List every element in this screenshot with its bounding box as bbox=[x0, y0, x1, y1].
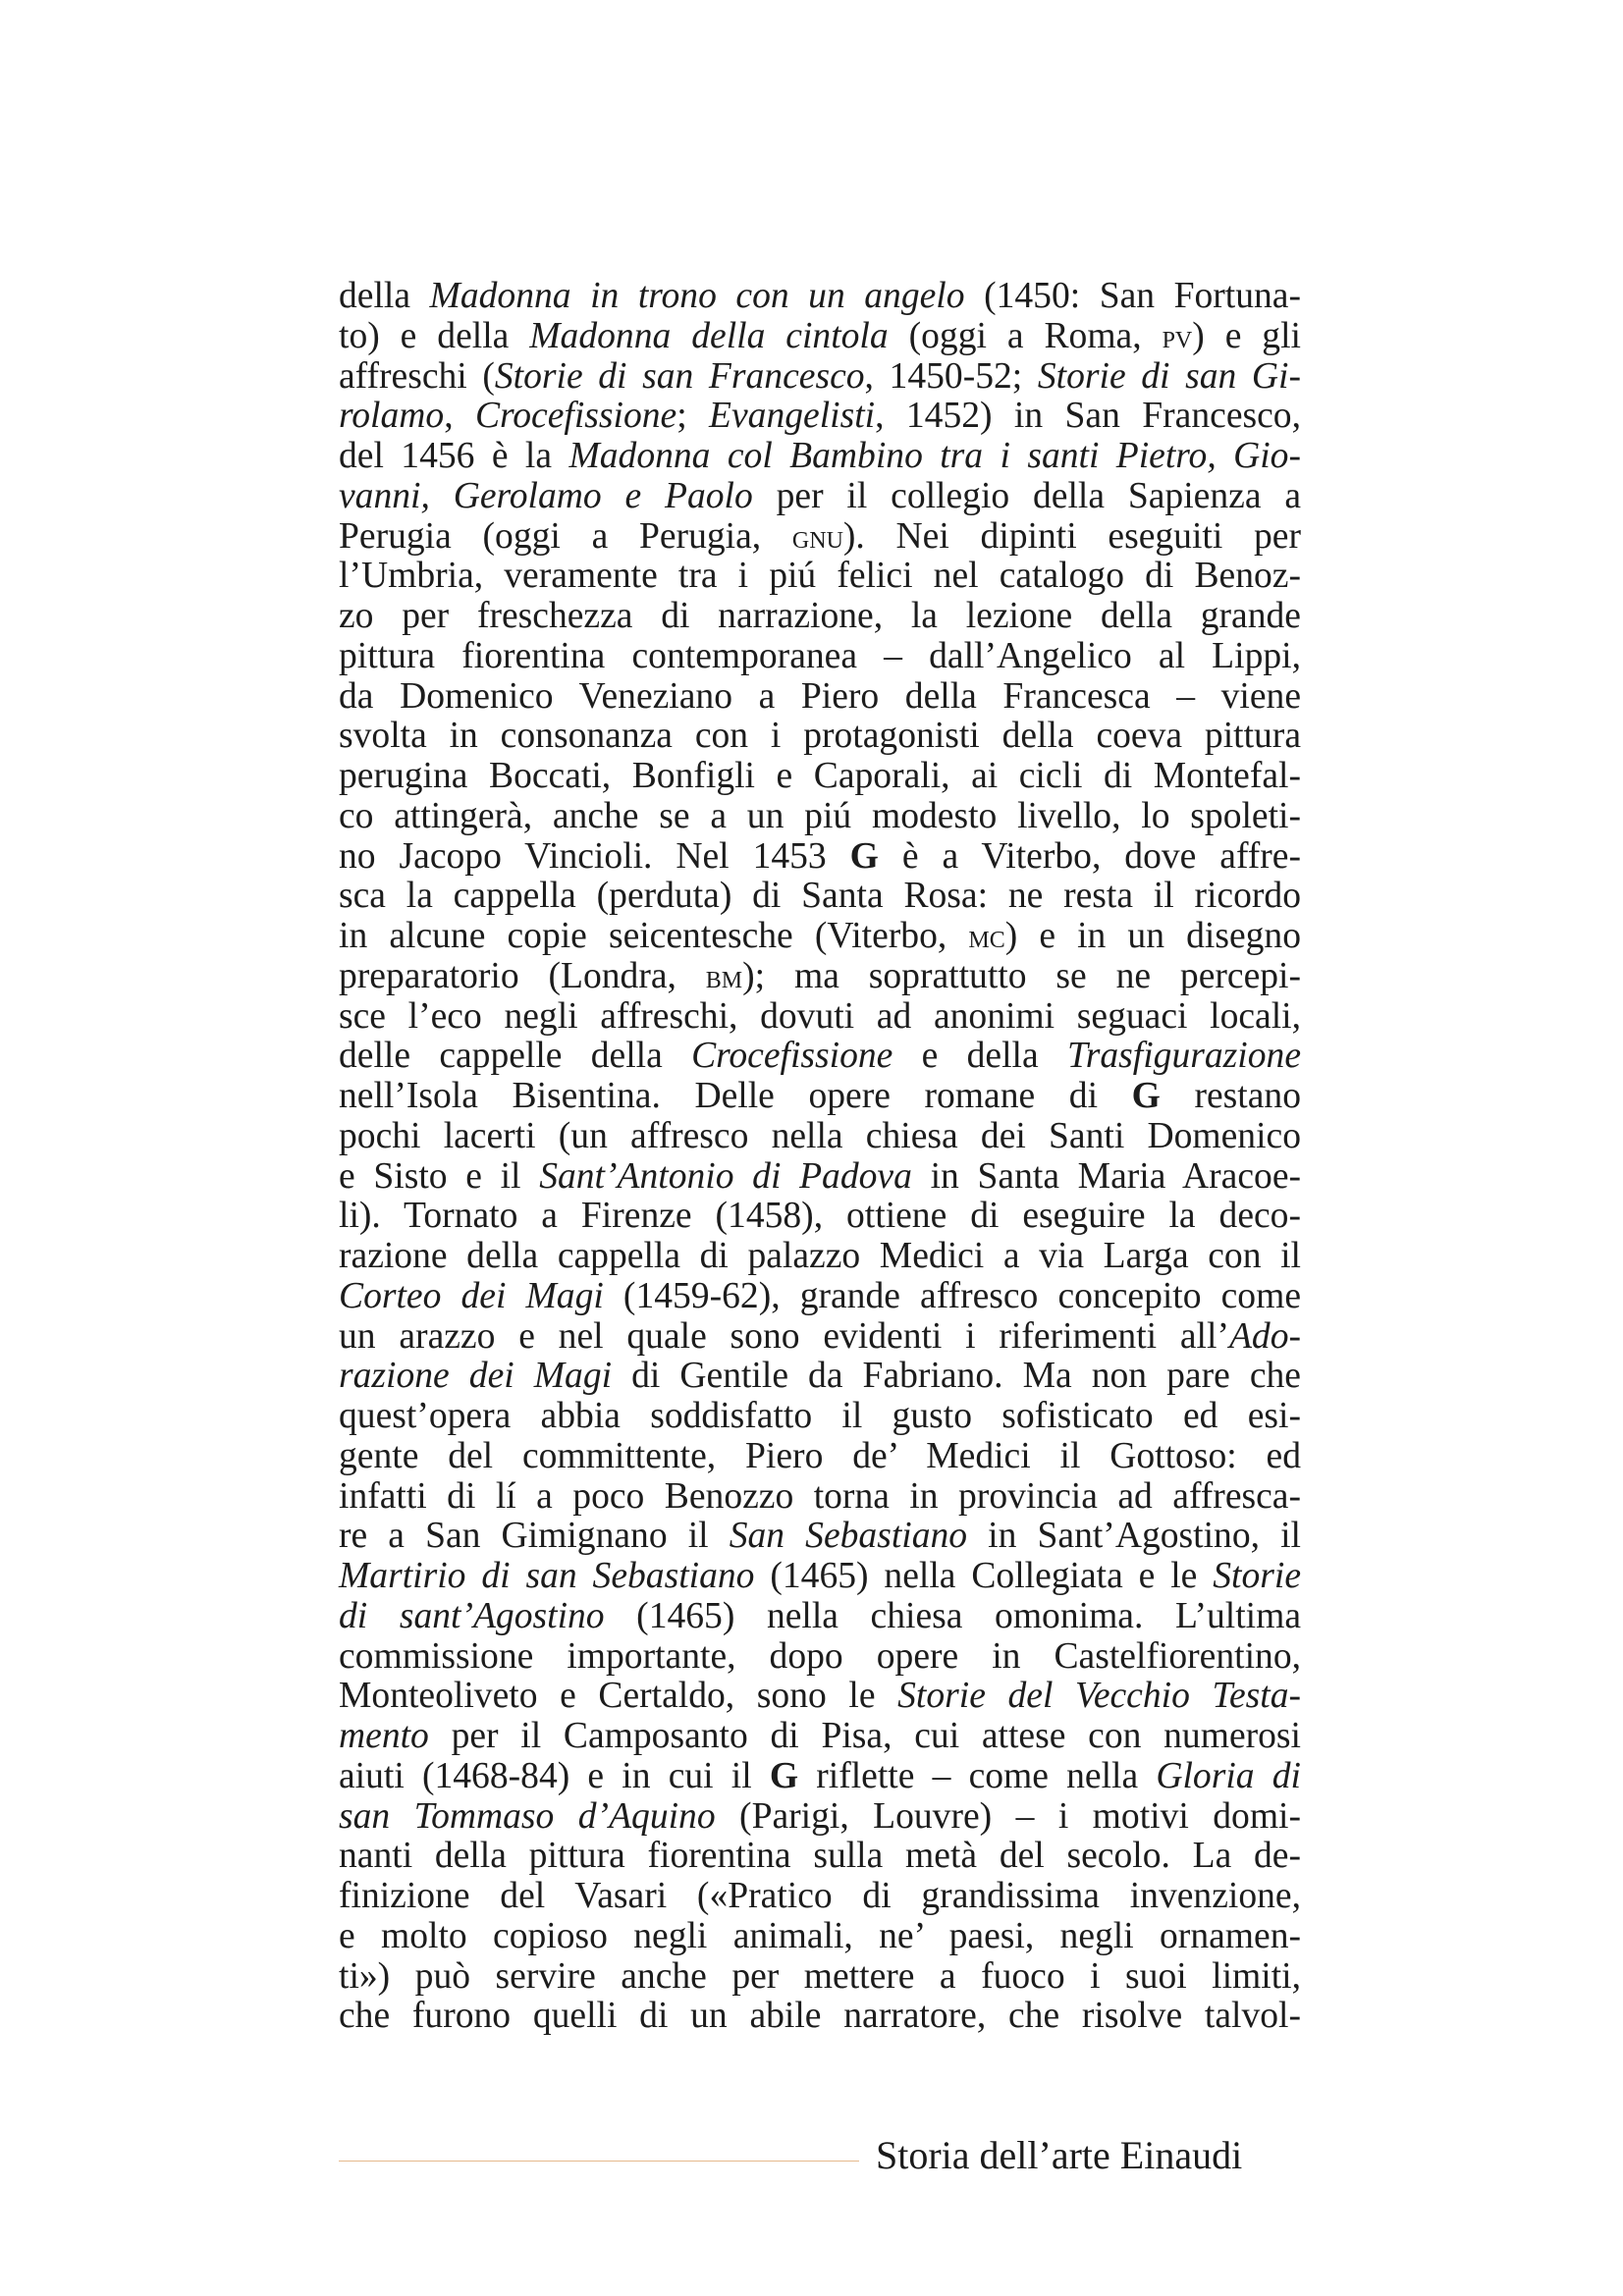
italic-title: vanni, Gerolamo e Paolo bbox=[339, 475, 753, 516]
text-line bbox=[339, 1437, 1301, 1477]
text-run: per il Camposanto di Pisa, cui attese con numerosi bbox=[428, 1716, 1301, 1756]
text-run: nanti della pittura fiorentina sulla metà del secolo. La de- bbox=[339, 1836, 1301, 1877]
bold-abbrev: G bbox=[849, 835, 879, 877]
text-run: (1465) nella chiesa omonima. L’ultima bbox=[604, 1595, 1301, 1636]
text-run: in Sant’Agostino, il bbox=[967, 1516, 1301, 1557]
text-run: aiuti (1468-84) e in cui il bbox=[339, 1755, 770, 1796]
text-line bbox=[339, 1757, 1301, 1797]
italic-title: Storie bbox=[1213, 1556, 1302, 1596]
text-line bbox=[339, 1117, 1301, 1157]
text-run: no Jacopo Vincioli. Nel 1453 bbox=[339, 835, 850, 877]
text-line bbox=[339, 1877, 1301, 1917]
text-run: , 1450-52; bbox=[864, 355, 1038, 397]
text-line bbox=[339, 277, 1301, 317]
text-run: gente del committente, Piero de’ Medici il Gottoso: ed bbox=[339, 1435, 1301, 1476]
text-line bbox=[339, 1277, 1301, 1317]
italic-title: Gloria di bbox=[1156, 1755, 1301, 1796]
footer-rule bbox=[339, 2161, 859, 2162]
text-run: (1459-62), grande affresco concepito come bbox=[603, 1275, 1301, 1316]
text-run: li). Tornato a Firenze (1458), ottiene di eseguire la deco- bbox=[339, 1196, 1301, 1237]
text-run: ; bbox=[676, 396, 710, 437]
text-line bbox=[339, 1637, 1301, 1678]
text-run: zo per freschezza di narrazione, la lezione della grande bbox=[339, 596, 1301, 636]
text-run: (1465) nella Collegiata e le bbox=[754, 1556, 1214, 1596]
text-run: ti») può servire anche per mettere a fuoco i suoi limiti, bbox=[339, 1955, 1301, 1997]
text-run: (Parigi, Louvre) – i motivi domi- bbox=[715, 1795, 1301, 1837]
text-run: re a San Gimignano il bbox=[339, 1516, 730, 1557]
text-line bbox=[339, 1997, 1301, 2037]
text-run: ) e in un disegno bbox=[1004, 916, 1301, 956]
text-run: Monteoliveto e Certaldo, sono le bbox=[339, 1676, 898, 1717]
italic-title: Martirio di san Sebastiano bbox=[339, 1556, 755, 1596]
text-line bbox=[339, 1397, 1301, 1437]
bold-abbrev: G bbox=[769, 1755, 799, 1796]
italic-title: mento bbox=[339, 1716, 429, 1756]
text-run: ); ma soprattutto se ne percepi- bbox=[742, 955, 1301, 996]
text-run: co attingerà, anche se a un piú modesto livello, lo spoleti- bbox=[339, 795, 1301, 836]
footer-title: Storia dell’arte Einaudi bbox=[876, 2133, 1243, 2177]
text-run: perugina Boccati, Bonfigli e Caporali, ai cicli di Montefal- bbox=[339, 756, 1301, 796]
italic-title: Corteo dei Magi bbox=[339, 1275, 604, 1316]
body-text bbox=[339, 277, 1301, 2037]
text-run: nell’Isola Bisentina. Delle opere romane di bbox=[339, 1076, 1132, 1116]
italic-title: Storie di san Gi- bbox=[1037, 355, 1302, 397]
text-run: restano bbox=[1160, 1076, 1301, 1116]
text-line bbox=[339, 477, 1301, 517]
text-run: da Domenico Veneziano a Piero della Francesca – viene bbox=[339, 675, 1301, 717]
text-line bbox=[339, 637, 1301, 677]
italic-title: Madonna col Bambino tra i santi Pietro, Gio- bbox=[568, 436, 1301, 476]
text-run: pittura fiorentina contemporanea – dall’Angelico al Lippi, bbox=[339, 635, 1301, 676]
text-run: delle cappelle della bbox=[339, 1036, 692, 1077]
text-line bbox=[339, 1477, 1301, 1518]
italic-title: Storie del Vecchio Testa- bbox=[897, 1676, 1301, 1717]
text-run: è a Viterbo, dove affre- bbox=[878, 835, 1301, 877]
italic-title: Madonna in trono con un angelo bbox=[429, 276, 965, 316]
text-run: preparatorio (Londra, bbox=[339, 955, 706, 996]
text-run: e della bbox=[893, 1036, 1067, 1077]
text-line bbox=[339, 557, 1301, 597]
text-run: sca la cappella (perduta) di Santa Rosa: ne resta il ricordo bbox=[339, 876, 1301, 917]
italic-title: Ado- bbox=[1228, 1315, 1301, 1357]
text-run: , bbox=[444, 396, 475, 437]
text-run: del 1456 è la bbox=[339, 436, 569, 476]
text-line bbox=[339, 1957, 1301, 1998]
text-run: e Sisto e il bbox=[339, 1155, 540, 1197]
text-line bbox=[339, 1677, 1301, 1717]
text-line bbox=[339, 917, 1301, 957]
text-run: infatti di lí a poco Benozzo torna in provincia ad affresca- bbox=[339, 1475, 1301, 1517]
italic-title: san Tommaso d’Aquino bbox=[339, 1795, 716, 1837]
smallcaps-abbrev: mc bbox=[968, 918, 1005, 955]
text-run: (oggi a Roma, bbox=[888, 315, 1163, 356]
text-run: to) e della bbox=[339, 315, 530, 356]
italic-title: Sant’Antonio di Padova bbox=[539, 1155, 912, 1197]
text-run: quest’opera abbia soddisfatto il gusto sofisticato ed esi- bbox=[339, 1396, 1301, 1436]
text-line bbox=[339, 1237, 1301, 1277]
text-run: e molto copioso negli animali, ne’ paesi, negli ornamen- bbox=[339, 1915, 1301, 1956]
text-run: l’Umbria, veramente tra i piú felici nel catalogo di Benoz- bbox=[339, 556, 1301, 597]
text-line bbox=[339, 1357, 1301, 1397]
text-run: pochi lacerti (un affresco nella chiesa dei Santi Domenico bbox=[339, 1115, 1301, 1156]
text-run: Perugia (oggi a Perugia, bbox=[339, 515, 792, 557]
smallcaps-abbrev: bm bbox=[705, 957, 743, 995]
text-run: sce l’eco negli affreschi, dovuti ad anonimi seguaci locali, bbox=[339, 995, 1301, 1037]
italic-title: Crocefissione bbox=[691, 1036, 893, 1077]
text-run: ) e gli bbox=[1192, 315, 1301, 356]
text-line bbox=[339, 597, 1301, 637]
text-line bbox=[339, 957, 1301, 997]
smallcaps-abbrev: gnu bbox=[791, 517, 843, 556]
text-line bbox=[339, 1717, 1301, 1757]
italic-title: di sant’Agostino bbox=[339, 1595, 605, 1636]
text-run: della bbox=[339, 276, 430, 316]
text-line bbox=[339, 797, 1301, 837]
italic-title: rolamo bbox=[339, 396, 445, 437]
text-line bbox=[339, 1837, 1301, 1877]
text-line bbox=[339, 517, 1301, 558]
italic-title: Evangelisti bbox=[709, 396, 876, 437]
italic-title: Crocefissione bbox=[474, 396, 677, 437]
text-run: per il collegio della Sapienza a bbox=[752, 475, 1301, 516]
text-run: in alcune copie seicentesche (Viterbo, bbox=[339, 916, 969, 956]
italic-title: Trasfigurazione bbox=[1066, 1036, 1301, 1077]
text-line bbox=[339, 1037, 1301, 1077]
text-run: che furono quelli di un abile narratore, che risolve talvol- bbox=[339, 1996, 1301, 2037]
text-run: commissione importante, dopo opere in Castelfiorentino, bbox=[339, 1635, 1301, 1677]
text-run: in Santa Maria Aracoe- bbox=[911, 1155, 1302, 1197]
text-line bbox=[339, 677, 1301, 718]
text-line bbox=[339, 1197, 1301, 1237]
text-line bbox=[339, 997, 1301, 1038]
text-line bbox=[339, 837, 1301, 878]
text-run: di Gentile da Fabriano. Ma non pare che bbox=[612, 1356, 1301, 1397]
text-run: razione della cappella di palazzo Medici a via Larga con il bbox=[339, 1236, 1301, 1276]
text-line bbox=[339, 437, 1301, 477]
text-line bbox=[339, 757, 1301, 797]
italic-title: San Sebastiano bbox=[729, 1516, 968, 1557]
text-run: svolta in consonanza con i protagonisti della coeva pittura bbox=[339, 716, 1301, 757]
text-line bbox=[339, 877, 1301, 917]
text-run: finizione del Vasari («Pratico di grandissima invenzione, bbox=[339, 1876, 1301, 1916]
text-run: , 1452) in San Francesco, bbox=[875, 396, 1301, 437]
italic-title: Storie di san Francesco bbox=[494, 355, 865, 397]
smallcaps-abbrev: pv bbox=[1162, 317, 1193, 355]
italic-title: razione dei Magi bbox=[339, 1356, 613, 1397]
text-line bbox=[339, 1317, 1301, 1358]
text-line bbox=[339, 1597, 1301, 1637]
text-line bbox=[339, 397, 1301, 437]
text-line bbox=[339, 317, 1301, 357]
text-line bbox=[339, 1077, 1301, 1117]
text-run: riflette – come nella bbox=[798, 1755, 1157, 1796]
text-run: ). Nei dipinti eseguiti per bbox=[842, 515, 1301, 557]
text-line bbox=[339, 1917, 1301, 1957]
text-run: affreschi ( bbox=[339, 355, 495, 397]
text-run: (1450: San Fortuna- bbox=[964, 276, 1301, 316]
italic-title: Madonna della cintola bbox=[529, 315, 889, 356]
text-line bbox=[339, 1557, 1301, 1597]
text-run: un arazzo e nel quale sono evidenti i riferimenti all’ bbox=[339, 1315, 1229, 1357]
text-line bbox=[339, 1517, 1301, 1557]
text-line bbox=[339, 717, 1301, 757]
text-line bbox=[339, 1797, 1301, 1838]
text-line bbox=[339, 1157, 1301, 1198]
text-line bbox=[339, 357, 1301, 398]
bold-abbrev: G bbox=[1131, 1076, 1161, 1116]
